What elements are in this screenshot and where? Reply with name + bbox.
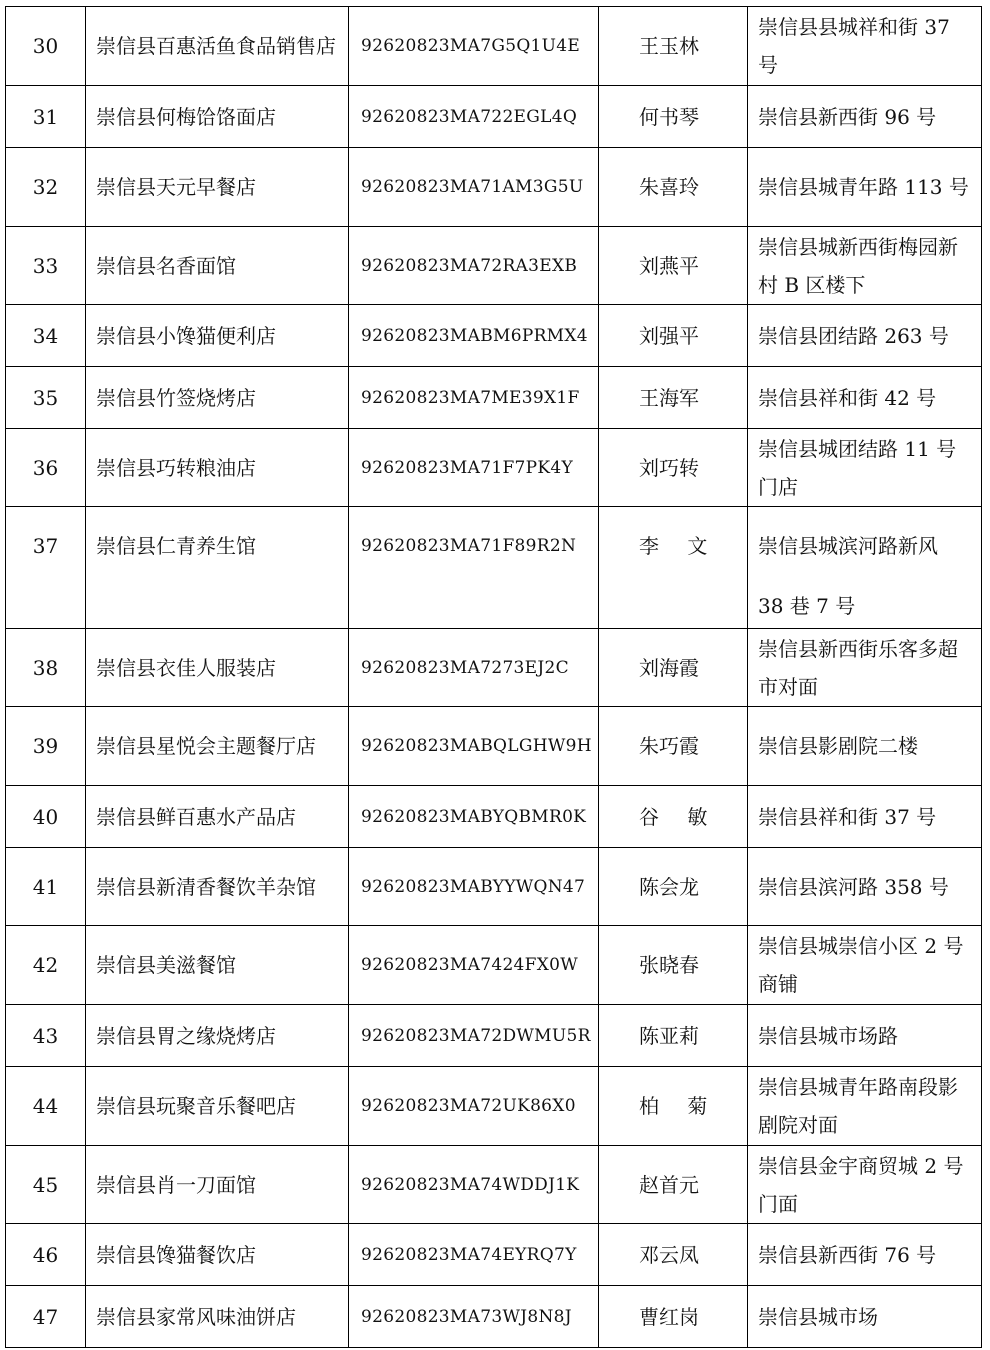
table-row (6, 367, 982, 429)
table-row (6, 305, 982, 367)
credit-code: 92620823MA72RA3EXB (349, 227, 599, 305)
table-row (6, 1146, 982, 1224)
table-row (6, 926, 982, 1005)
credit-code: 92620823MABM6PRMX4 (349, 305, 599, 367)
business-address: 崇信县滨河路 358 号 (748, 848, 982, 926)
operator-name: 赵首元 (599, 1146, 748, 1224)
business-address: 崇信县城新西街梅园新村 B 区楼下 (748, 227, 982, 305)
credit-code: 92620823MABQLGHW9H (349, 707, 599, 786)
credit-code: 92620823MA7ME39X1F (349, 367, 599, 429)
row-number: 30 (6, 7, 86, 86)
operator-name: 刘燕平 (599, 227, 748, 305)
operator-name: 张晓春 (599, 926, 748, 1005)
business-name: 崇信县竹签烧烤店 (86, 367, 349, 429)
credit-code: 92620823MA71F89R2N (349, 507, 599, 629)
credit-code: 92620823MA72UK86X0 (349, 1067, 599, 1146)
credit-code: 92620823MA7424FX0W (349, 926, 599, 1005)
business-name: 崇信县百惠活鱼食品销售店 (86, 7, 349, 86)
operator-name: 李 文 (599, 507, 748, 629)
business-name: 崇信县何梅饸饹面店 (86, 86, 349, 148)
row-number: 34 (6, 305, 86, 367)
operator-name: 陈会龙 (599, 848, 748, 926)
business-name: 崇信县新清香餐饮羊杂馆 (86, 848, 349, 926)
business-address: 崇信县新西街乐客多超市对面 (748, 629, 982, 707)
operator-name: 朱巧霞 (599, 707, 748, 786)
row-number: 44 (6, 1067, 86, 1146)
business-name: 崇信县天元早餐店 (86, 148, 349, 227)
business-name: 崇信县鲜百惠水产品店 (86, 786, 349, 848)
row-number: 36 (6, 429, 86, 507)
table-row (6, 429, 982, 507)
business-address: 崇信县城市场 (748, 1286, 982, 1348)
operator-name: 朱喜玲 (599, 148, 748, 227)
operator-name: 刘强平 (599, 305, 748, 367)
operator-name: 曹红岗 (599, 1286, 748, 1348)
row-number: 38 (6, 629, 86, 707)
credit-code: 92620823MA74WDDJ1K (349, 1146, 599, 1224)
row-number: 47 (6, 1286, 86, 1348)
row-number: 37 (6, 507, 86, 629)
credit-code: 92620823MABYYWQN47 (349, 848, 599, 926)
credit-code: 92620823MA71AM3G5U (349, 148, 599, 227)
business-address: 崇信县新西街 96 号 (748, 86, 982, 148)
operator-name: 陈亚莉 (599, 1005, 748, 1067)
business-address: 崇信县团结路 263 号 (748, 305, 982, 367)
business-name: 崇信县衣佳人服装店 (86, 629, 349, 707)
table-row (6, 629, 982, 707)
row-number: 32 (6, 148, 86, 227)
operator-name: 王海军 (599, 367, 748, 429)
table-row (6, 1286, 982, 1348)
business-name: 崇信县巧转粮油店 (86, 429, 349, 507)
credit-code: 92620823MA74EYRQ7Y (349, 1224, 599, 1286)
operator-name: 邓云凤 (599, 1224, 748, 1286)
business-name: 崇信县胃之缘烧烤店 (86, 1005, 349, 1067)
table-row (6, 786, 982, 848)
business-name: 崇信县名香面馆 (86, 227, 349, 305)
business-name: 崇信县美滋餐馆 (86, 926, 349, 1005)
business-address: 崇信县金宇商贸城 2 号门面 (748, 1146, 982, 1224)
row-number: 39 (6, 707, 86, 786)
address-line: 崇信县城滨河路新风 (758, 534, 938, 558)
business-name: 崇信县小馋猫便利店 (86, 305, 349, 367)
address-line: 38 巷 7 号 (758, 594, 856, 618)
business-name: 崇信县家常风味油饼店 (86, 1286, 349, 1348)
operator-name: 谷 敏 (599, 786, 748, 848)
credit-code: 92620823MABYQBMR0K (349, 786, 599, 848)
business-address: 崇信县影剧院二楼 (748, 707, 982, 786)
row-number: 41 (6, 848, 86, 926)
credit-code: 92620823MA72DWMU5R (349, 1005, 599, 1067)
row-number: 45 (6, 1146, 86, 1224)
table-row (6, 86, 982, 148)
table-row (6, 148, 982, 227)
operator-name: 何书琴 (599, 86, 748, 148)
table-row (6, 507, 982, 629)
credit-code: 92620823MA7273EJ2C (349, 629, 599, 707)
credit-code: 92620823MA722EGL4Q (349, 86, 599, 148)
operator-name: 刘海霞 (599, 629, 748, 707)
row-number: 40 (6, 786, 86, 848)
row-number: 33 (6, 227, 86, 305)
business-address: 崇信县县城祥和街 37 号 (748, 7, 982, 86)
business-address (748, 507, 982, 629)
business-name: 崇信县馋猫餐饮店 (86, 1224, 349, 1286)
business-name: 崇信县星悦会主题餐厅店 (86, 707, 349, 786)
row-number: 46 (6, 1224, 86, 1286)
business-address: 崇信县城团结路 11 号门店 (748, 429, 982, 507)
operator-name: 柏 菊 (599, 1067, 748, 1146)
credit-code: 92620823MA71F7PK4Y (349, 429, 599, 507)
table-body (6, 7, 982, 1348)
table-row (6, 227, 982, 305)
row-number: 35 (6, 367, 86, 429)
row-number: 42 (6, 926, 86, 1005)
business-name: 崇信县仁青养生馆 (86, 507, 349, 629)
row-number: 31 (6, 86, 86, 148)
table-row (6, 707, 982, 786)
table-row (6, 1224, 982, 1286)
business-address: 崇信县城市场路 (748, 1005, 982, 1067)
business-address: 崇信县城崇信小区 2 号商铺 (748, 926, 982, 1005)
operator-name: 刘巧转 (599, 429, 748, 507)
table-row (6, 1067, 982, 1146)
business-name: 崇信县玩聚音乐餐吧店 (86, 1067, 349, 1146)
table-row (6, 7, 982, 86)
table-row (6, 848, 982, 926)
row-number: 43 (6, 1005, 86, 1067)
table-row (6, 1005, 982, 1067)
business-address: 崇信县城青年路南段影剧院对面 (748, 1067, 982, 1146)
business-address: 崇信县新西街 76 号 (748, 1224, 982, 1286)
operator-name: 王玉林 (599, 7, 748, 86)
credit-code: 92620823MA7G5Q1U4E (349, 7, 599, 86)
business-address: 崇信县祥和街 42 号 (748, 367, 982, 429)
business-address: 崇信县祥和街 37 号 (748, 786, 982, 848)
business-registry-table (5, 6, 982, 1348)
business-name: 崇信县肖一刀面馆 (86, 1146, 349, 1224)
credit-code: 92620823MA73WJ8N8J (349, 1286, 599, 1348)
business-address: 崇信县城青年路 113 号 (748, 148, 982, 227)
